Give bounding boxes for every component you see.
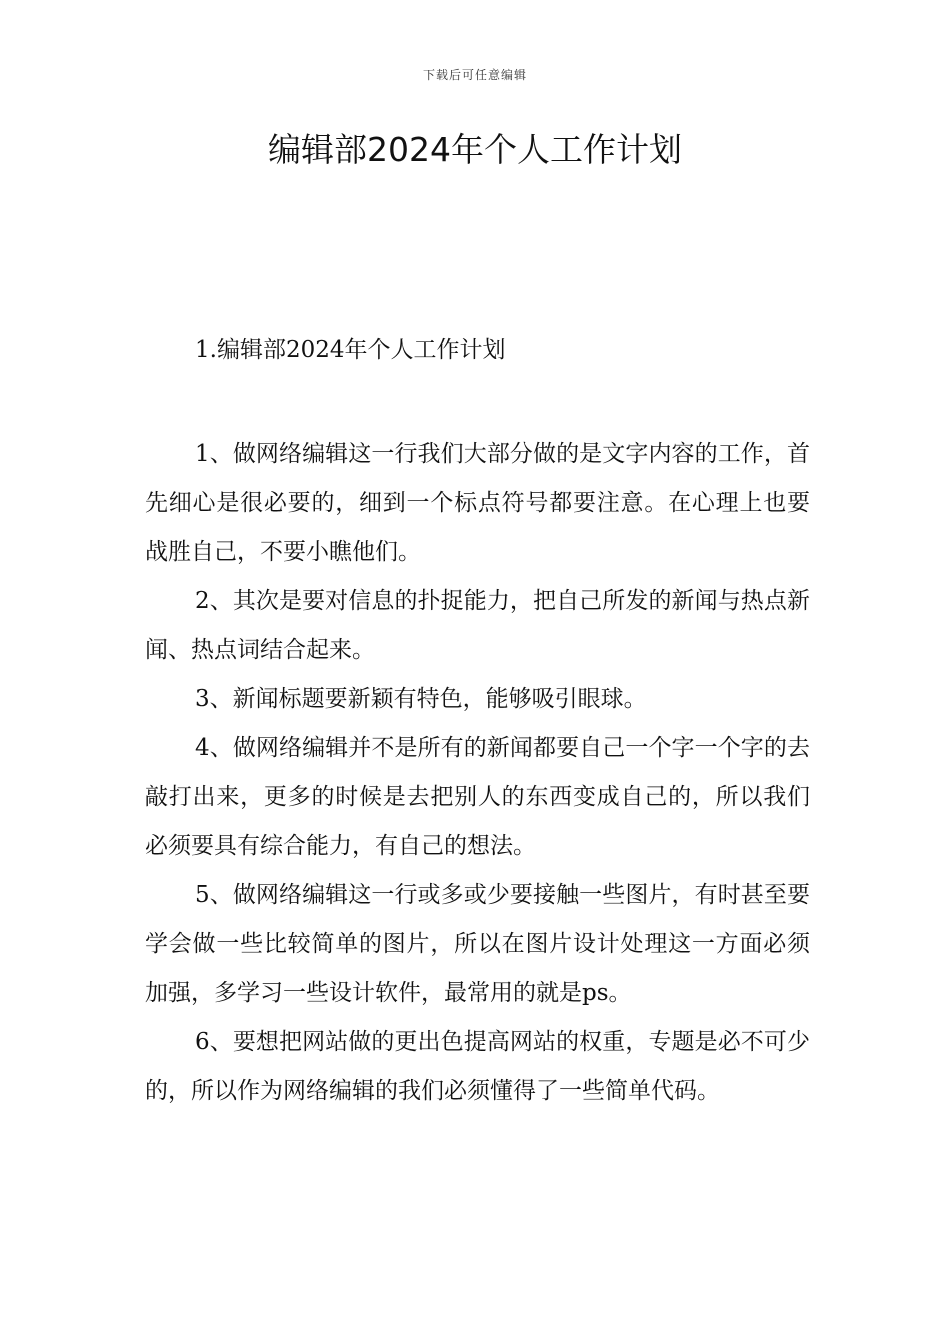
paragraph-6: 6、要想把网站做的更出色提高网站的权重，专题是必不可少的，所以作为网络编辑的我们必须懂得了一些简单代码。 [145, 1029, 810, 1104]
paragraph-2: 2、其次是要对信息的扑捉能力，把自己所发的新闻与热点新闻、热点词结合起来。 [145, 588, 810, 663]
document-title: 编辑部2024年个人工作计划 [268, 130, 682, 169]
paragraph-3: 3、新闻标题要新颖有特色，能够吸引眼球。 [195, 686, 647, 712]
header-note: 下载后可任意编辑 [422, 68, 527, 82]
document-body [145, 330, 810, 1116]
paragraph-5: 5、做网络编辑这一行或多或少要接触一些图片，有时甚至要学会做一些比较简单的图片，所以在图片设计处理这一方面必须加强，多学习一些设计软件，最常用的就是ps。 [145, 882, 810, 1006]
paragraph-4: 4、做网络编辑并不是所有的新闻都要自己一个字一个字的去敲打出来，更多的时候是去把别人的东西变成自己的，所以我们必须要具有综合能力，有自己的想法。 [145, 735, 810, 859]
paragraph-1: 1、做网络编辑这一行我们大部分做的是文字内容的工作，首先细心是很必要的，细到一个标点符号都要注意。在心理上也要战胜自己，不要小瞧他们。 [145, 441, 810, 565]
section-heading: 1.编辑部2024年个人工作计划 [195, 337, 506, 363]
